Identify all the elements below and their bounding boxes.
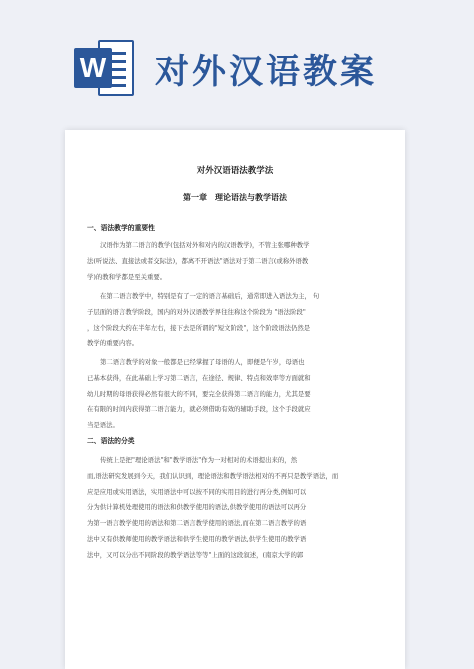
paragraph-line: 法中，又可以分出不同阶段的教学语法等等"上面的这段叙述，(南京大学的郭 [87,550,304,559]
paragraph-line: 法(听说法、直接法或者交际法)，都离不开语法"语法对于第二语言(或称外语教 [87,256,309,265]
paragraph-line: 分为供计算机处理使用的语法和供教学使用的语法,供教学使用的语法可以再分 [87,503,307,512]
header-title: 对外汉语教案 [155,52,377,92]
paragraph-line: 为第一语言教学使用的语法和第二语言教学使用的语法,而在第二语言教学的语 [87,519,307,528]
paragraph-line: 在有限的时间内获得第二语言能力，就必须借助有效的辅助手段，这个手段就应 [87,405,311,414]
header [0,0,474,110]
document-title: 对外汉语语法教学法 [196,166,274,176]
paragraph-line: 在第二语言教学中，特别是有了一定的语言基础后，通常即进入语法为主， 句 [100,292,320,300]
paragraph-line: 幼儿时期的母语获得必然有很大的不同，要完全获得第二语言的能力，尤其是要 [87,389,311,398]
word-logo-letter: W [74,48,112,88]
paragraph-line: 第二语言教学的对象一般都是已经掌握了母语的人，即便是午岁，母语也 [100,358,305,366]
paragraph-line: 而,语法研究发展到今天，我们认识到，理论语法和教学语法相对的不再只是教学语法，而 [87,471,339,480]
paragraph-line: 传统上是把"理论语法"和"教学语法"作为一对相对的术语提出来的，然 [100,456,298,464]
section-heading: 一、语法教学的重要性 [87,224,155,232]
paragraph-line: 已基本获得，在此基础上学习第二语言，在途径、规律、特点和效率等方面就和 [87,373,311,382]
chapter-title: 第一章 理论语法与教学语法 [183,192,287,202]
paragraph-line: 教学的重要内容。 [87,339,139,348]
paragraph [87,289,387,352]
paragraph-line: 学)的教和学都是至关重要。 [87,272,167,281]
paragraph-line: 子层面的语言教学阶段，国内的对外汉语教学界往往称这个阶段为 "语法阶段" [87,307,306,316]
paragraph-line: 汉语作为第二语言的教学(包括对外和对内的汉语教学)，不管主张哪种教学 [100,241,310,249]
paragraph-line: 应是应用或实用语法，实用语法中可以按不同的实用目的进行再分类,例如可以 [87,487,307,496]
paragraph [87,238,387,285]
paragraph [87,453,387,564]
document-page [65,130,405,669]
paragraph-line: ，这个阶段大约在半年左右，接下去是所谓的"短文阶段"，这个阶段语法仍然是 [87,323,311,332]
paragraph-line: 当是语法。 [87,421,119,430]
word-icon [74,40,134,96]
paragraph-line: 法中又有供教师使用的教学语法和供学生使用的教学语法,供学生使用的教学语 [87,534,307,543]
paragraph [87,355,387,434]
section-heading: 二、语法的分类 [87,437,135,445]
